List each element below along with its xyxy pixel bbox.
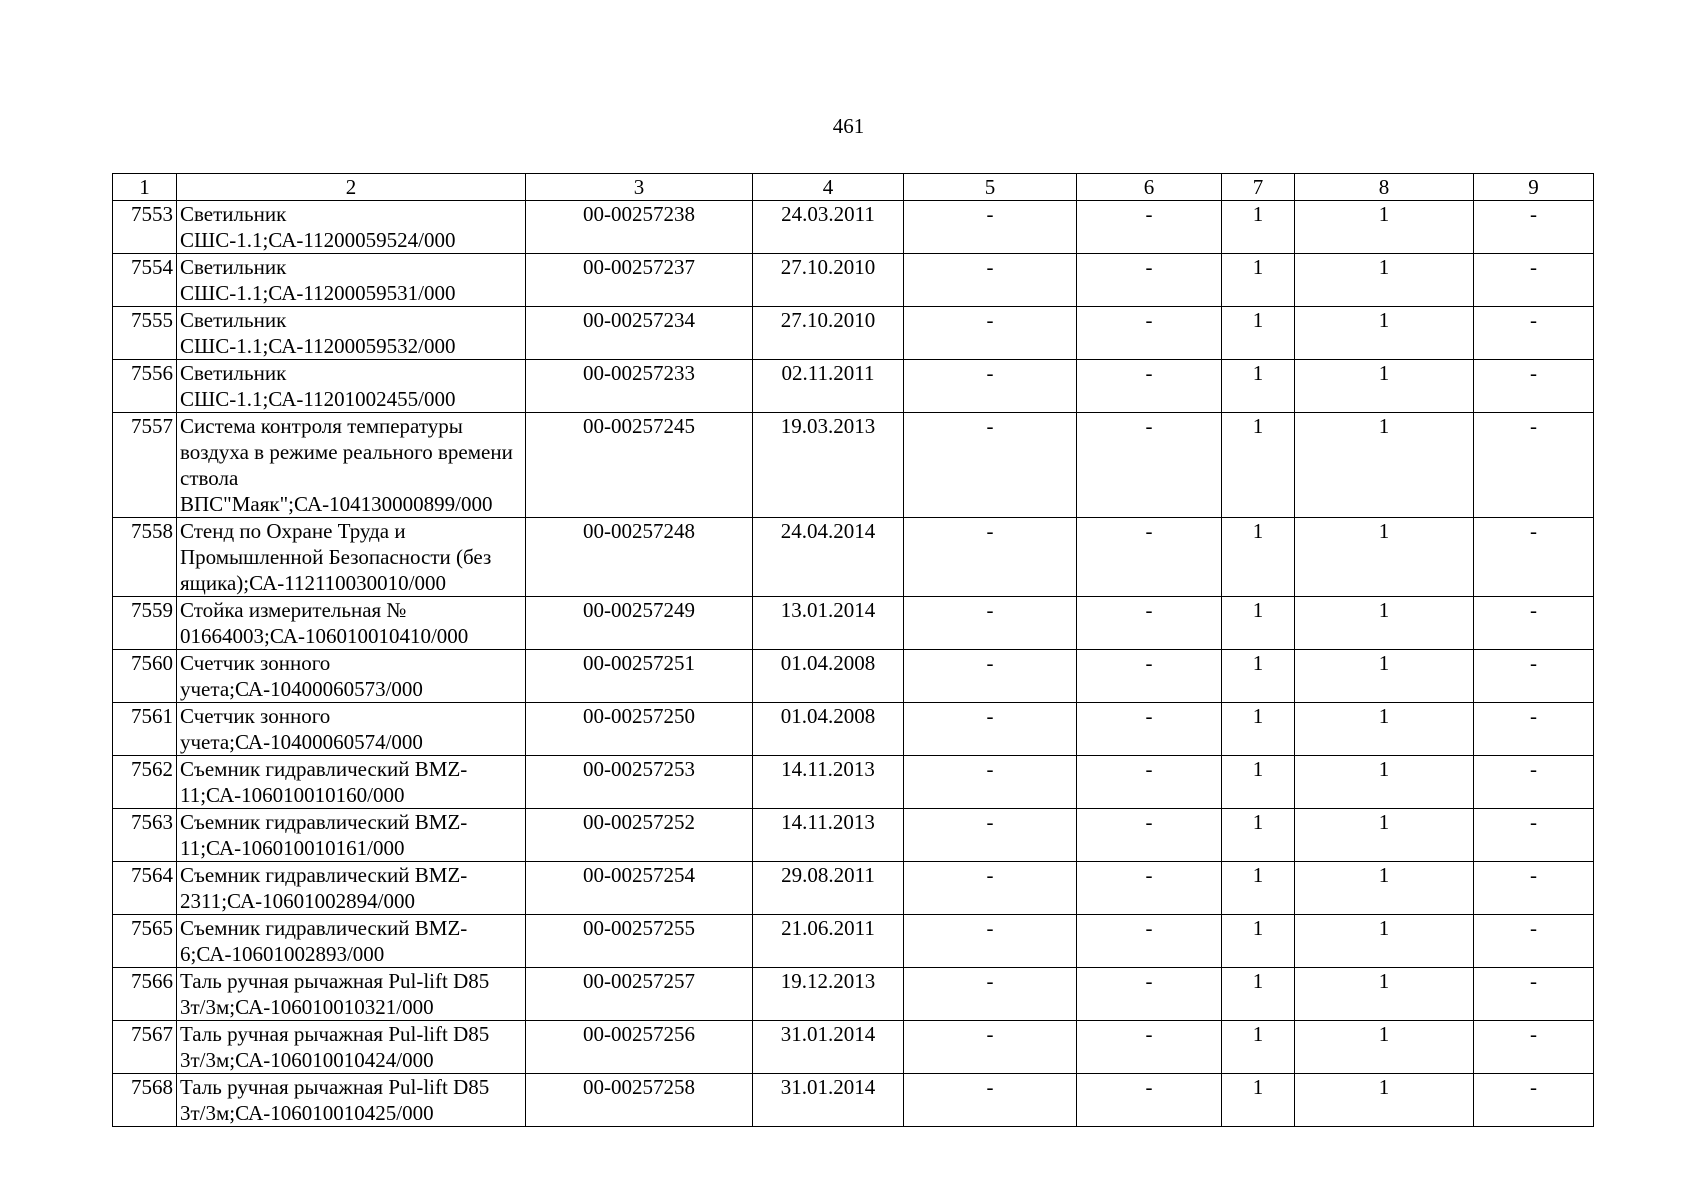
col-7-cell: 1	[1222, 597, 1295, 650]
col-6-cell: -	[1077, 360, 1222, 413]
date-cell: 14.11.2013	[753, 756, 904, 809]
col-5-cell: -	[904, 1021, 1077, 1074]
col-5-cell: -	[904, 307, 1077, 360]
column-header-7: 7	[1222, 174, 1295, 201]
col-9-cell: -	[1474, 862, 1594, 915]
col-8-cell: 1	[1295, 360, 1474, 413]
inventory-code-cell: 00-00257250	[526, 703, 753, 756]
column-header-2: 2	[177, 174, 526, 201]
col-8-cell: 1	[1295, 968, 1474, 1021]
col-9-cell: -	[1474, 650, 1594, 703]
column-header-8: 8	[1295, 174, 1474, 201]
table-row	[113, 413, 1594, 518]
col-9-cell: -	[1474, 1021, 1594, 1074]
col-8-cell: 1	[1295, 413, 1474, 518]
col-5-cell: -	[904, 915, 1077, 968]
row-number-cell: 7554	[113, 254, 177, 307]
row-number-cell: 7564	[113, 862, 177, 915]
col-5-cell: -	[904, 756, 1077, 809]
col-5-cell: -	[904, 413, 1077, 518]
inventory-code-cell: 00-00257237	[526, 254, 753, 307]
table-row	[113, 968, 1594, 1021]
col-9-cell: -	[1474, 809, 1594, 862]
col-5-cell: -	[904, 518, 1077, 597]
col-9-cell: -	[1474, 360, 1594, 413]
date-cell: 19.03.2013	[753, 413, 904, 518]
table-row	[113, 650, 1594, 703]
col-5-cell: -	[904, 968, 1077, 1021]
col-6-cell: -	[1077, 307, 1222, 360]
inventory-code-cell: 00-00257238	[526, 201, 753, 254]
table-row	[113, 862, 1594, 915]
row-number-cell: 7555	[113, 307, 177, 360]
inventory-code-cell: 00-00257253	[526, 756, 753, 809]
col-7-cell: 1	[1222, 968, 1295, 1021]
col-8-cell: 1	[1295, 862, 1474, 915]
col-6-cell: -	[1077, 915, 1222, 968]
item-name-cell: Светильник СШС-1.1;СА-11200059524/000	[177, 201, 526, 254]
col-8-cell: 1	[1295, 1074, 1474, 1127]
inventory-code-cell: 00-00257248	[526, 518, 753, 597]
col-8-cell: 1	[1295, 1021, 1474, 1074]
item-name-cell: Съемник гидравлический BMZ-2311;СА-10601002894/000	[177, 862, 526, 915]
column-header-1: 1	[113, 174, 177, 201]
table-row	[113, 915, 1594, 968]
col-8-cell: 1	[1295, 703, 1474, 756]
col-9-cell: -	[1474, 1074, 1594, 1127]
item-name-cell: Съемник гидравлический BMZ-6;СА-10601002893/000	[177, 915, 526, 968]
row-number-cell: 7567	[113, 1021, 177, 1074]
col-6-cell: -	[1077, 756, 1222, 809]
col-6-cell: -	[1077, 1021, 1222, 1074]
column-header-5: 5	[904, 174, 1077, 201]
col-9-cell: -	[1474, 756, 1594, 809]
item-name-cell: Таль ручная рычажная Pul-lift D85 3т/3м;СА-106010010425/000	[177, 1074, 526, 1127]
col-5-cell: -	[904, 1074, 1077, 1127]
date-cell: 31.01.2014	[753, 1021, 904, 1074]
col-6-cell: -	[1077, 597, 1222, 650]
col-5-cell: -	[904, 201, 1077, 254]
column-header-9: 9	[1474, 174, 1594, 201]
col-6-cell: -	[1077, 809, 1222, 862]
date-cell: 02.11.2011	[753, 360, 904, 413]
row-number-cell: 7562	[113, 756, 177, 809]
col-7-cell: 1	[1222, 1021, 1295, 1074]
col-8-cell: 1	[1295, 201, 1474, 254]
col-5-cell: -	[904, 597, 1077, 650]
col-7-cell: 1	[1222, 254, 1295, 307]
col-6-cell: -	[1077, 650, 1222, 703]
col-7-cell: 1	[1222, 650, 1295, 703]
page-number: 461	[832, 114, 865, 138]
date-cell: 14.11.2013	[753, 809, 904, 862]
row-number-cell: 7566	[113, 968, 177, 1021]
date-cell: 29.08.2011	[753, 862, 904, 915]
col-8-cell: 1	[1295, 597, 1474, 650]
item-name-cell: Стенд по Охране Труда и Промышленной Безопасности (без ящика);СА-112110030010/000	[177, 518, 526, 597]
row-number-cell: 7553	[113, 201, 177, 254]
column-header-6: 6	[1077, 174, 1222, 201]
col-7-cell: 1	[1222, 703, 1295, 756]
col-7-cell: 1	[1222, 756, 1295, 809]
col-8-cell: 1	[1295, 254, 1474, 307]
col-8-cell: 1	[1295, 307, 1474, 360]
row-number-cell: 7565	[113, 915, 177, 968]
table-body	[113, 201, 1594, 1127]
table-row	[113, 254, 1594, 307]
table-row	[113, 307, 1594, 360]
col-7-cell: 1	[1222, 413, 1295, 518]
table-header	[113, 174, 1594, 201]
row-number-cell: 7560	[113, 650, 177, 703]
col-5-cell: -	[904, 703, 1077, 756]
col-6-cell: -	[1077, 201, 1222, 254]
table-row	[113, 756, 1594, 809]
item-name-cell: Стойка измерительная № 01664003;СА-106010010410/000	[177, 597, 526, 650]
col-7-cell: 1	[1222, 307, 1295, 360]
item-name-cell: Светильник СШС-1.1;СА-11200059532/000	[177, 307, 526, 360]
inventory-code-cell: 00-00257234	[526, 307, 753, 360]
item-name-cell: Съемник гидравлический BMZ-11;СА-106010010160/000	[177, 756, 526, 809]
inventory-code-cell: 00-00257233	[526, 360, 753, 413]
row-number-cell: 7563	[113, 809, 177, 862]
col-5-cell: -	[904, 809, 1077, 862]
date-cell: 24.03.2011	[753, 201, 904, 254]
column-header-3: 3	[526, 174, 753, 201]
col-9-cell: -	[1474, 307, 1594, 360]
col-7-cell: 1	[1222, 915, 1295, 968]
col-9-cell: -	[1474, 518, 1594, 597]
date-cell: 31.01.2014	[753, 1074, 904, 1127]
row-number-cell: 7561	[113, 703, 177, 756]
item-name-cell: Таль ручная рычажная Pul-lift D85 3т/3м;СА-106010010424/000	[177, 1021, 526, 1074]
item-name-cell: Система контроля температуры воздуха в режиме реального времени ствола ВПС"Маяк";СА-104130000899/000	[177, 413, 526, 518]
date-cell: 24.04.2014	[753, 518, 904, 597]
col-9-cell: -	[1474, 201, 1594, 254]
inventory-code-cell: 00-00257252	[526, 809, 753, 862]
col-5-cell: -	[904, 650, 1077, 703]
item-name-cell: Светильник СШС-1.1;СА-11201002455/000	[177, 360, 526, 413]
inventory-code-cell: 00-00257256	[526, 1021, 753, 1074]
table-row	[113, 597, 1594, 650]
col-9-cell: -	[1474, 968, 1594, 1021]
inventory-code-cell: 00-00257255	[526, 915, 753, 968]
col-8-cell: 1	[1295, 650, 1474, 703]
col-6-cell: -	[1077, 968, 1222, 1021]
col-7-cell: 1	[1222, 518, 1295, 597]
table-row	[113, 703, 1594, 756]
table-row	[113, 201, 1594, 254]
item-name-cell: Светильник СШС-1.1;СА-11200059531/000	[177, 254, 526, 307]
item-name-cell: Съемник гидравлический BMZ-11;СА-106010010161/000	[177, 809, 526, 862]
col-9-cell: -	[1474, 597, 1594, 650]
col-6-cell: -	[1077, 413, 1222, 518]
col-6-cell: -	[1077, 254, 1222, 307]
inventory-code-cell: 00-00257254	[526, 862, 753, 915]
date-cell: 01.04.2008	[753, 650, 904, 703]
date-cell: 19.12.2013	[753, 968, 904, 1021]
item-name-cell: Таль ручная рычажная Pul-lift D85 3т/3м;СА-106010010321/000	[177, 968, 526, 1021]
row-number-cell: 7568	[113, 1074, 177, 1127]
col-7-cell: 1	[1222, 1074, 1295, 1127]
col-8-cell: 1	[1295, 756, 1474, 809]
item-name-cell: Счетчик зонного учета;СА-10400060573/000	[177, 650, 526, 703]
table-row	[113, 360, 1594, 413]
table-row	[113, 1074, 1594, 1127]
col-5-cell: -	[904, 862, 1077, 915]
table-row	[113, 518, 1594, 597]
table-row	[113, 809, 1594, 862]
col-8-cell: 1	[1295, 809, 1474, 862]
inventory-code-cell: 00-00257257	[526, 968, 753, 1021]
date-cell: 21.06.2011	[753, 915, 904, 968]
col-6-cell: -	[1077, 862, 1222, 915]
col-9-cell: -	[1474, 413, 1594, 518]
col-8-cell: 1	[1295, 915, 1474, 968]
date-cell: 27.10.2010	[753, 254, 904, 307]
header-row	[113, 174, 1594, 201]
column-header-4: 4	[753, 174, 904, 201]
row-number-cell: 7558	[113, 518, 177, 597]
col-5-cell: -	[904, 254, 1077, 307]
col-6-cell: -	[1077, 518, 1222, 597]
row-number-cell: 7557	[113, 413, 177, 518]
col-7-cell: 1	[1222, 809, 1295, 862]
col-7-cell: 1	[1222, 862, 1295, 915]
col-6-cell: -	[1077, 703, 1222, 756]
col-9-cell: -	[1474, 703, 1594, 756]
col-8-cell: 1	[1295, 518, 1474, 597]
col-9-cell: -	[1474, 254, 1594, 307]
row-number-cell: 7559	[113, 597, 177, 650]
item-name-cell: Счетчик зонного учета;СА-10400060574/000	[177, 703, 526, 756]
col-7-cell: 1	[1222, 360, 1295, 413]
row-number-cell: 7556	[113, 360, 177, 413]
col-5-cell: -	[904, 360, 1077, 413]
col-9-cell: -	[1474, 915, 1594, 968]
col-7-cell: 1	[1222, 201, 1295, 254]
date-cell: 01.04.2008	[753, 703, 904, 756]
date-cell: 27.10.2010	[753, 307, 904, 360]
col-6-cell: -	[1077, 1074, 1222, 1127]
registry-table	[112, 173, 1594, 1127]
inventory-code-cell: 00-00257245	[526, 413, 753, 518]
date-cell: 13.01.2014	[753, 597, 904, 650]
table-row	[113, 1021, 1594, 1074]
inventory-code-cell: 00-00257249	[526, 597, 753, 650]
inventory-code-cell: 00-00257251	[526, 650, 753, 703]
inventory-code-cell: 00-00257258	[526, 1074, 753, 1127]
